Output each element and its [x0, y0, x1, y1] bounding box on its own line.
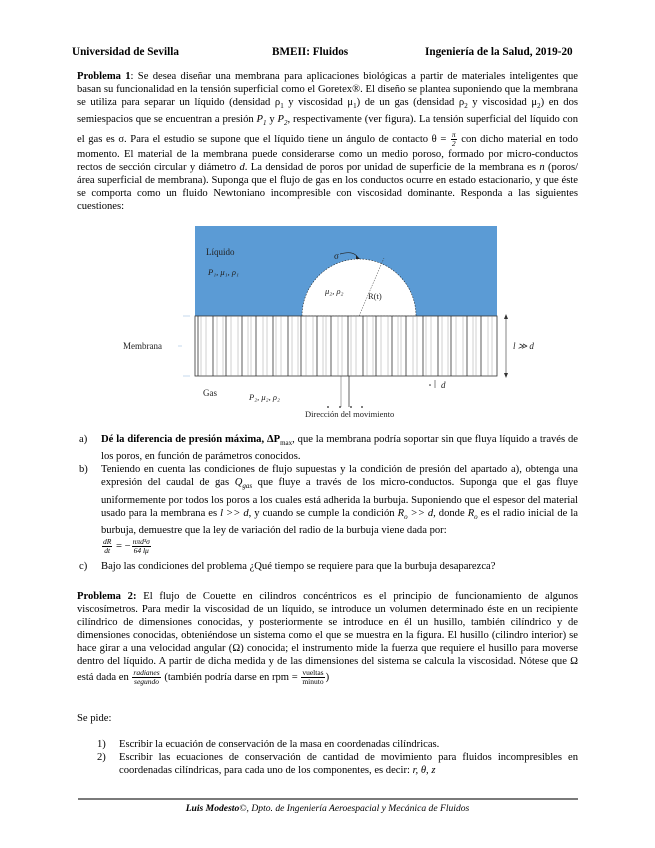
footer: Luis Modesto©, Dpto. de Ingeniería Aeroespacial y Mecánica de Fluidos	[185, 803, 470, 814]
problem1-questions	[77, 433, 578, 573]
question-b: b) Teniendo en cuenta las condiciones de flujo supuestas y la condición de presión del apartado a), obtenga una expresión del caudal de gas $Q_{gas}$ que fluye a través de los micro-conductos. Suponga que el gas fluye uniformemente por todos los poros a los cuales está adherida la burbuja. Suponiendo que el espesor del material usado para la membrana es l >> d, y cuando se cumple la condición $R_o >> d$, donde $R_o$ es el radio inicial de la burbuja, demuestre que la ley de variación del radio de la burbuja viene dada por: $\frac{dR}{dt}$ = − $\frac{\text{nπd³σ}}{64 l\mu}$	[77, 463, 578, 560]
problem2-statement: Problema 2: El flujo de Couette en cilindros concéntricos es el principio de funcionamiento de algunos viscosímetros. Para medir la viscosidad de un líquido, se introduce un volumen determinado éste en un recipiente cilíndrico de dimensiones conocidas, y posteriormente se introduce en él un husillo, también cilíndrico y de dimensiones conocidas, obteniéndose un sistema como el que se muestra en la figura. El husillo (cilindro interior) se hace girar a una velocidad angular (Ω) conocida; el instrumento mide la fuerza que requiere el husillo para moverse dentro del líquido. A partir de dicha medida y de las dimensiones del sistema se calcula la viscosidad. Nótese que Ω está dada en $\frac{\text{radianes}}{\text{segundo}}$ (también podría darse en rpm = $\frac{\text{vueltas}}{\text{minuto}}$ )	[77, 591, 578, 686]
unit-fraction: $\frac{\text{radianes}}{\text{segundo}}$	[133, 667, 160, 686]
membrane	[195, 316, 497, 376]
question-c: c) Bajo las condiciones del problema ¿Qué tiempo se requiere para que la burbuja desaparezca?	[79, 560, 496, 572]
problem1-statement: Problema 1: Se desea diseñar una membrana para aplicaciones biológicas a partir de materiales inteligentes que basan su funcionalidad en la tensión superficial como el Goretex®. El diseño se plantea suponiendo que la membrana se utiliza para separar un líquido (densidad $\rho_1$ y viscosidad $\mu_1$) de un gas (densidad $\rho_2$ y viscosidad $\mu_2$) en dos semiespacios que se encuentran a presión $P_1$ y $P_2$, respectivamente (ver figura). La tensión superficial del líquido con el gas es σ. Para el estudio se supone que el líquido tiene un ángulo de contacto θ = $\frac{\pi}{2}$ con dicho material en todo momento. El material de la membrana puede considerarse como un medio poroso, formado por micro-conductos rectos de sección circular y diámetro d. La densidad de poros por unidad de superficie de la membrana es n (poros/área superficial de membrana). Suponga que el flujo de gas en los conductos ocurre en estado estacionario, y que éste se comporta como un fluido Newtoniano incompresible con viscosidad dominante. Responda a las siguientes cuestiones:	[77, 71, 579, 212]
problem2-items	[95, 738, 578, 777]
item-1: 1) Escribir la ecuación de conservación de la masa en coordenadas cilíndricas.	[97, 739, 440, 750]
header-university: Universidad de Sevilla	[72, 46, 179, 58]
sigma-label: σ	[334, 251, 339, 261]
footer-divider	[78, 798, 578, 800]
thickness-label: l ≫ d	[513, 341, 534, 351]
direction-label: Dirección del movimiento	[305, 409, 395, 419]
problem2-title: Problema 2:	[77, 591, 137, 602]
problem1-title: Problema 1	[77, 71, 131, 82]
liquid-label: Líquido	[206, 247, 235, 257]
footer-author: Luis Modesto	[185, 803, 240, 814]
liquid-props-label: P₁, μ₁, ρ₁	[208, 267, 239, 277]
theta-fraction: $\frac{\pi}{2}$	[451, 129, 456, 148]
membrane-bubble-figure	[110, 222, 570, 422]
pore-diameter-label: d	[441, 380, 446, 390]
item-2: 2) Escribir las ecuaciones de conservación de cantidad de movimiento para fluidos incompresibles en coordenadas cilíndricas, para cada uno de los componentes, es decir: r, θ, z	[97, 752, 578, 777]
gas-props-label: P₂, μ₂, ρ₂	[249, 392, 280, 402]
gas-label: Gas	[203, 388, 217, 398]
question-a: a) Dé la diferencia de presión máxima, $\Delta P_{max}$, que la membrana podría soportar sin que fluya líquido a través de los poros, en función de parámetros conocidos.	[79, 434, 578, 463]
header-course: BMEII: Fluidos	[272, 46, 349, 58]
radius-label: R(t)	[368, 291, 382, 301]
membrane-label: Membrana	[123, 341, 162, 351]
se-pide-label: Se pide:	[77, 713, 112, 724]
rpm-fraction: $\frac{\text{vueltas}}{\text{minuto}}$	[302, 667, 324, 686]
header-degree-year: Ingeniería de la Salud, 2019-20	[425, 46, 573, 58]
bubble-props-label: μ₂, ρ₂	[325, 286, 344, 296]
radius-law-equation: $\frac{dR}{dt}$ = − $\frac{\text{nπd³σ}}{64 l\mu}$	[103, 536, 150, 555]
